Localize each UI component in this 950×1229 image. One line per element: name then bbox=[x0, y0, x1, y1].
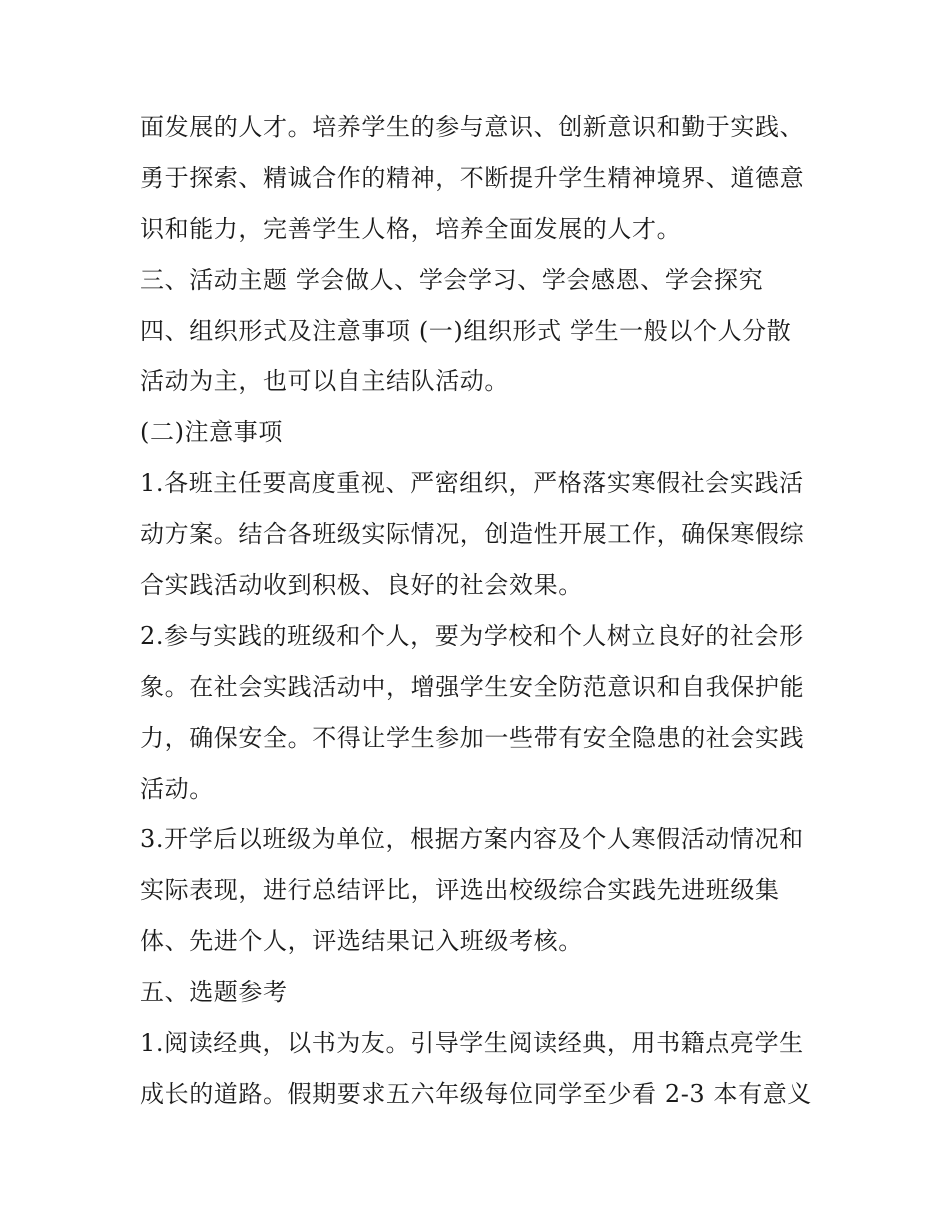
text-line: 实际表现，进行总结评比，评选出校级综合实践先进班级集 bbox=[140, 876, 780, 905]
text-line: 面发展的人才。培养学生的参与意识、创新意识和勤于实践、 bbox=[140, 113, 805, 141]
text-line: 成长的道路。假期要求五六年级每位同学至少看 2-3 本有意义 bbox=[140, 1079, 812, 1108]
subsection-heading-notes: (二)注意事项 bbox=[140, 418, 283, 447]
section-heading-organization: 四、组织形式及注意事项 (一)组织形式 学生一般以个人分散 bbox=[140, 316, 792, 345]
document-body bbox=[140, 102, 820, 1120]
text-line: 象。在社会实践活动中，增强学生安全防范意识和自我保护能 bbox=[140, 672, 805, 701]
text-line: 活动为主，也可以自主结队活动。 bbox=[140, 367, 509, 396]
list-item-1: 1.各班主任要高度重视、严密组织，严格落实寒假社会实践活 bbox=[140, 469, 804, 498]
text-line: 活动。 bbox=[140, 774, 214, 803]
text-line: 合实践活动收到积极、良好的社会效果。 bbox=[140, 571, 583, 600]
list-item-2: 2.参与实践的班级和个人，要为学校和个人树立良好的社会形 bbox=[140, 621, 804, 650]
topic-item-1: 1.阅读经典，以书为友。引导学生阅读经典，用书籍点亮学生 bbox=[140, 1029, 804, 1058]
text-line: 体、先进个人，评选结果记入班级考核。 bbox=[140, 927, 583, 956]
text-line: 识和能力，完善学生人格，培养全面发展的人才。 bbox=[140, 214, 682, 243]
section-heading-topics: 五、选题参考 bbox=[140, 978, 288, 1007]
text-line: 勇于探索、精诚合作的精神，不断提升学生精神境界、道德意 bbox=[140, 163, 805, 192]
list-item-3: 3.开学后以班级为单位，根据方案内容及个人寒假活动情况和 bbox=[140, 825, 804, 854]
section-heading-theme: 三、活动主题 学会做人、学会学习、学会感恩、学会探究 bbox=[140, 265, 764, 294]
text-line: 动方案。结合各班级实际情况，创造性开展工作，确保寒假综 bbox=[140, 520, 805, 549]
text-line: 力，确保安全。不得让学生参加一些带有安全隐患的社会实践 bbox=[140, 723, 805, 752]
